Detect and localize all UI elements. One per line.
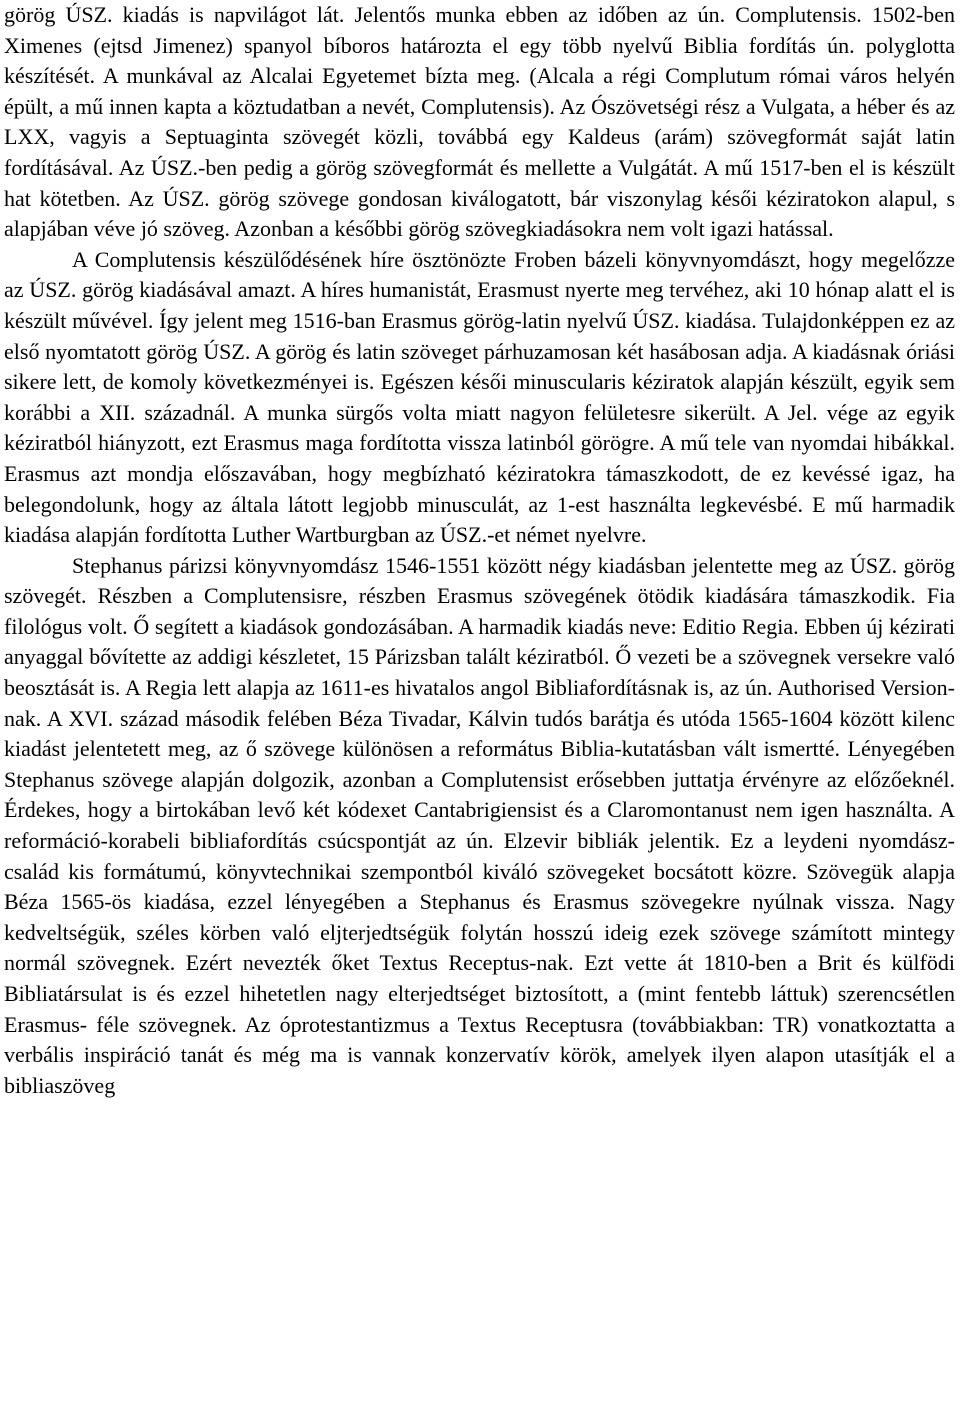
document-page <box>4 0 955 1101</box>
paragraph-3: Stephanus párizsi könyvnyomdász 1546-1551 között négy kiadásban jelentette meg az ÚSZ. görög szövegét. Részben a Complutensisre, részben Erasmus szövegének ötödik kiadására támaszkodik. Fia filológus volt. Ő segített a kiadások gondozásában. A harmadik kiadás neve: Editio Regia. Ebben új kézirati anyaggal bővítette az addigi készletet, 15 Párizsban talált kéziratból. Ő vezeti be a szövegnek versekre való beosztását is. A Regia lett alapja az 1611-es hivatalos angol Bibliafordításnak is, az ún. Authorised Version-nak. A XVI. század második felében Béza Tivadar, Kálvin tudós barátja és utóda 1565-1604 között kilenc kiadást jelentetett meg, az ő szövege különösen a református Biblia-kutatásban vált ismertté. Lényegében Stephanus szövege alapján dolgozik, azonban a Complutensist erősebben juttatja érvényre az előzőeknél. Érdekes, hogy a birtokában levő két kódexet Cantabrigiensist és a Claromontanust nem igen használta. A reformáció-korabeli bibliafordítás csúcspontját az ún. Elzevir bibliák jelentik. Ez a leydeni nyomdász-család kis formátumú, könyvtechnikai szempontból kiváló szövegeket bocsátott közre. Szövegük alapja Béza 1565-ös kiadása, ezzel lényegében a Stephanus és Erasmus szövegekre nyúlnak vissza. Nagy kedveltségük, széles körben való eljterjedtségük folytán hosszú ideig ezek szövege számított mintegy normál szövegnek. Ezért nevezték őket Textus Receptus-nak. Ezt vette át 1810-ben a Brit és külfödi Bibliatársulat is és ezzel hihetetlen nagy elterjedtséget biztosított, a (mint fentebb láttuk) szerencsétlen Erasmus- féle szövegnek. Az óprotestantizmus a Textus Receptusra (továbbiakban: TR) vonatkoztatta a verbális inspiráció tanát és még ma is vannak konzervatív körök, amelyek ilyen alapon utasítják el a bibliaszöveg <box>4 552 955 1098</box>
paragraph-2: A Complutensis készülődésének híre ösztönözte Froben bázeli könyvnyomdászt, hogy megelőzze az ÚSZ. görög kiadásával amazt. A híres humanistát, Erasmust nyerte meg tervéhez, aki 10 hónap alatt el is készült művével. Így jelent meg 1516-ban Erasmus görög-latin nyelvű ÚSZ. kiadása. Tulajdonképpen ez az első nyomtatott görög ÚSZ. A görög és latin szöveget párhuzamosan két hasábosan adja. A kiadásnak óriási sikere lett, de komoly következményei is. Egészen késői minuscularis kéziratok alapján készült, egyik sem korábbi a XII. századnál. A munka sürgős volta miatt nagyon felületesre sikerült. A Jel. vége az egyik kéziratból hiányzott, ezt Erasmus maga fordította vissza latinból görögre. A mű tele van nyomdai hibákkal. Erasmus azt mondja előszavában, hogy megbízható kéziratokra támaszkodott, de ez kevéssé igaz, ha belegondolunk, hogy az általa látott legjobb minusculát, az 1-est használta legkevésbé. E mű harmadik kiadása alapján fordította Luther Wartburgban az ÚSZ.-et német nyelvre. <box>4 246 955 548</box>
paragraph-1: görög ÚSZ. kiadás is napvilágot lát. Jelentős munka ebben az időben az ún. Complutensis. 1502-ben Ximenes (ejtsd Jimenez) spanyol bíboros határozta el egy több nyelvű Biblia fordítás ún. polyglotta készítését. A munkával az Alcalai Egyetemet bízta meg. (Alcala a régi Complutum római város helyén épült, a mű innen kapta a köztudatban a nevét, Complutensis). Az Ószövetségi rész a Vulgata, a héber és az LXX, vagyis a Septuaginta szövegét közli, továbbá egy Kaldeus (arám) szövegformát saját latin fordításával. Az ÚSZ.-ben pedig a görög szövegformát és mellette a Vulgátát. A mű 1517-ben el is készült hat kötetben. Az ÚSZ. görög szövege gondosan kiválogatott, bár viszonylag késői kéziratokon alapul, s alapjában véve jó szöveg. Azonban a későbbi görög szövegkiadásokra nem volt igazi hatással. <box>4 2 955 242</box>
